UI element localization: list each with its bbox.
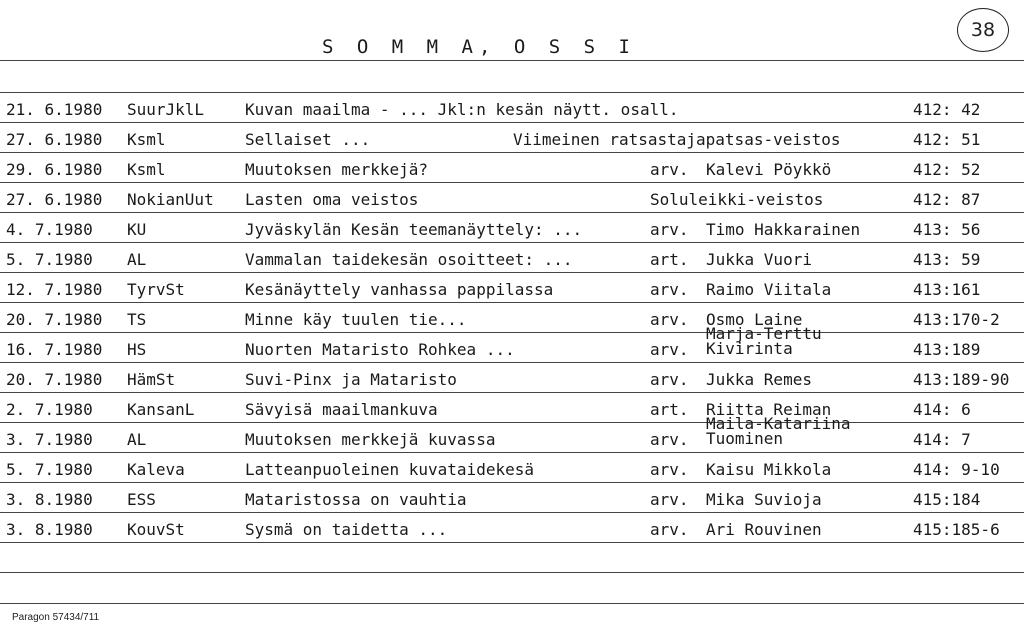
entry-reference: 415:184: [913, 490, 981, 509]
entry-tag: art.: [650, 250, 689, 269]
entry-reference: 413:170-2: [913, 310, 1000, 329]
entry-author: Riitta Reiman: [706, 400, 832, 419]
entry-tag: Soluleikki-veistos: [650, 190, 824, 209]
rule-line: [0, 572, 1024, 573]
entry-reference: 412: 52: [913, 160, 981, 179]
entry-date: 16. 7.1980: [6, 340, 103, 359]
entry-date: 21. 6.1980: [6, 100, 103, 119]
entry-tag: arv.: [650, 520, 689, 539]
table-row: [0, 216, 1024, 246]
entry-date: 5. 7.1980: [6, 460, 93, 479]
entry-date: 12. 7.1980: [6, 280, 103, 299]
entry-reference: 415:185-6: [913, 520, 1000, 539]
entry-headline: Latteanpuoleinen kuvataidekesä: [245, 460, 534, 479]
table-row: [0, 366, 1024, 396]
entry-author: [706, 326, 822, 356]
entry-newspaper: KansanL: [127, 400, 195, 419]
entry-reference: 412: 87: [913, 190, 981, 209]
entry-headline: Sävyisä maailmankuva: [245, 400, 438, 419]
table-row: [0, 516, 1024, 546]
entry-author-line: Marja-Terttu: [706, 324, 822, 343]
rule-line: [0, 122, 1024, 123]
entry-newspaper: AL: [127, 430, 147, 449]
table-row: [0, 126, 1024, 156]
entry-reference: 413:161: [913, 280, 981, 299]
rule-line: [0, 242, 1024, 243]
table-row: [0, 324, 1024, 366]
entry-newspaper: TyrvSt: [127, 280, 185, 299]
entry-reference: 414: 7: [913, 430, 971, 449]
entry-date: 3. 8.1980: [6, 520, 93, 539]
table-row: [0, 306, 1024, 336]
entry-newspaper: ESS: [127, 490, 156, 509]
rule-line: [0, 212, 1024, 213]
entry-author: Mika Suvioja: [706, 490, 822, 509]
entry-newspaper: Ksml: [127, 160, 166, 179]
entry-headline: Suvi-Pinx ja Mataristo: [245, 370, 457, 389]
entry-reference: 412: 51: [913, 130, 981, 149]
entry-author: Raimo Viitala: [706, 280, 832, 299]
entry-reference: 413: 59: [913, 250, 981, 269]
rule-line: [0, 452, 1024, 453]
entry-tag: arv.: [650, 310, 689, 329]
entry-headline: Sellaiset ...: [245, 130, 371, 149]
entry-reference: 414: 6: [913, 400, 971, 419]
entry-headline: Vammalan taidekesän osoitteet: ...: [245, 250, 573, 269]
entry-author-line: Maila-Katariina: [706, 414, 851, 433]
entry-headline: Muutoksen merkkejä?: [245, 160, 429, 179]
table-row: [0, 456, 1024, 486]
entry-newspaper: NokianUut: [127, 190, 214, 209]
table-row: [0, 156, 1024, 186]
rule-line: [0, 512, 1024, 513]
rule-line: [0, 422, 1024, 423]
entry-date: 20. 7.1980: [6, 310, 103, 329]
entry-date: 27. 6.1980: [6, 190, 103, 209]
rule-line: [0, 182, 1024, 183]
entry-author-line: Kivirinta: [706, 339, 793, 358]
entry-headline: Jyväskylän Kesän teemanäyttely: ...: [245, 220, 583, 239]
entry-headline: Sysmä on taidetta ...: [245, 520, 448, 539]
entry-newspaper: HämSt: [127, 370, 176, 389]
entry-headline: Kesänäyttely vanhassa pappilassa: [245, 280, 554, 299]
rule-line: [0, 332, 1024, 333]
entry-newspaper: Kaleva: [127, 460, 185, 479]
entry-reference: 414: 9-10: [913, 460, 1000, 479]
card-title: S O M M A, O S S I: [322, 36, 636, 58]
rule-line: [0, 272, 1024, 273]
entry-reference: 413:189: [913, 340, 981, 359]
entry-headline: Minne käy tuulen tie...: [245, 310, 467, 329]
entry-author: Kalevi Pöykkö: [706, 160, 832, 179]
rule-line: [0, 92, 1024, 93]
rule-line: [0, 542, 1024, 543]
entry-reference: 412: 42: [913, 100, 981, 119]
entry-tag: arv.: [650, 370, 689, 389]
entry-newspaper: Ksml: [127, 130, 166, 149]
table-row: [0, 414, 1024, 456]
table-row: [0, 486, 1024, 516]
entry-date: 20. 7.1980: [6, 370, 103, 389]
rule-line: [0, 482, 1024, 483]
entry-author: Jukka Vuori: [706, 250, 812, 269]
table-row: [0, 96, 1024, 126]
entry-author: [706, 416, 851, 446]
entry-author: Timo Hakkarainen: [706, 220, 861, 239]
entry-reference: 413:189-90: [913, 370, 1010, 389]
entry-newspaper: TS: [127, 310, 147, 329]
entry-tag: arv.: [650, 460, 689, 479]
entry-date: 2. 7.1980: [6, 400, 93, 419]
entry-tag: arv.: [650, 160, 689, 179]
entry-newspaper: KU: [127, 220, 147, 239]
entry-date: 27. 6.1980: [6, 130, 103, 149]
entry-author: Ari Rouvinen: [706, 520, 822, 539]
entry-newspaper: HS: [127, 340, 147, 359]
rule-line: [0, 392, 1024, 393]
page-number-circle: 38: [957, 8, 1009, 52]
rule-line: [0, 362, 1024, 363]
entry-author: Jukka Remes: [706, 370, 812, 389]
entry-newspaper: SuurJklL: [127, 100, 205, 119]
rule-line: [0, 302, 1024, 303]
print-imprint: Paragon 57434/711: [12, 612, 100, 623]
table-row: [0, 246, 1024, 276]
entry-author: Kaisu Mikkola: [706, 460, 832, 479]
entry-tag: art.: [650, 400, 689, 419]
entry-date: 5. 7.1980: [6, 250, 93, 269]
rule-line: [0, 152, 1024, 153]
rule-line: [0, 60, 1024, 61]
entry-date: 3. 8.1980: [6, 490, 93, 509]
entry-date: 4. 7.1980: [6, 220, 93, 239]
entry-author: Osmo Laine: [706, 310, 803, 329]
entry-reference: 413: 56: [913, 220, 981, 239]
entry-headline: Mataristossa on vauhtia: [245, 490, 467, 509]
entry-date: 3. 7.1980: [6, 430, 93, 449]
entry-subtitle: Viimeinen ratsastajapatsas-veistos: [513, 130, 841, 149]
rule-line: [0, 603, 1024, 604]
table-row: [0, 186, 1024, 216]
entry-tag: arv.: [650, 430, 689, 449]
entry-tag: arv.: [650, 280, 689, 299]
entry-headline: Lasten oma veistos: [245, 190, 419, 209]
entry-tag: arv.: [650, 340, 689, 359]
entry-tag: arv.: [650, 220, 689, 239]
entry-headline: Muutoksen merkkejä kuvassa: [245, 430, 496, 449]
entry-headline: Kuvan maailma - ... Jkl:n kesän näytt. osall.: [245, 100, 679, 119]
entry-newspaper: KouvSt: [127, 520, 185, 539]
entry-date: 29. 6.1980: [6, 160, 103, 179]
entry-author-line: Tuominen: [706, 429, 784, 448]
entry-headline: Nuorten Mataristo Rohkea ...: [245, 340, 515, 359]
table-row: [0, 396, 1024, 426]
table-row: [0, 276, 1024, 306]
entry-newspaper: AL: [127, 250, 147, 269]
entry-tag: arv.: [650, 490, 689, 509]
